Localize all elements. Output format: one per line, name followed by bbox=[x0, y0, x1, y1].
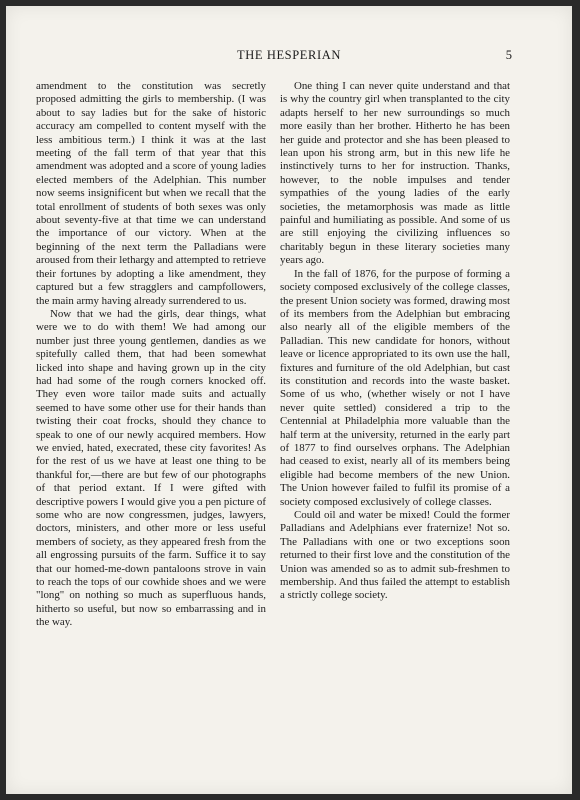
paragraph: In the fall of 1876, for the purpose of forming a society composed exclusively of the college classes, the present Union society was formed, drawing most of its members from the Adelphian but embracing also nearly all of the eligible members of the Palladian. This new candidate for honors, without leave or licence appropriated to its own use the hall, fixtures and furniture of the old Adelphian, but cast its constitution and records into the waste basket. Some of us who, (whether wisely or not I have never quite settled) considered a trip to the Centennial at Philadelphia more valuable than the half term at the university, returned in the early part of 1877 to find ourselves orphans. The Adelphian had ceased to exist, nearly all of its members being eligible had become members of the new Union. The Union however failed to fulfil its promise of a society composed exclusively of college classes. bbox=[280, 267, 510, 508]
right-column bbox=[280, 80, 510, 603]
page-number: 5 bbox=[505, 48, 512, 62]
paragraph: Now that we had the girls, dear things, what were we to do with them! We had among our number just three young gentlemen, dandies as we spitefully called them, that had been somewhat licked into shape and having grown up in the city had had some of the rough corners knocked off. They even wore tailor made suits and actually seemed to have some other use for their hands than twisting their coat frocks, should they chance to speak to one of our newly acquired members. How we envied, hated, execrated, these city favorites! As for the rest of us we have at least one thing to be thankful for,—there are but few of our photographs of that period extant. If I were gifted with descriptive powers I would give you a pen picture of some who are now congressmen, judges, lawyers, doctors, ministers, and other more or less useful members of society, as they appeared fresh from the all engrossing pursuits of the farm. Suffice it to say that our homed-me-down pantaloons strove in vain to reach the tops of our cowhide shoes and we were "long" on nothing so much as superfluous hands, hitherto so useful, but now so embarrassing and in the way. bbox=[36, 307, 266, 629]
page-header bbox=[6, 48, 572, 68]
paragraph: amendment to the constitution was secretly proposed admitting the girls to membership. (I was about to say ladies but for the sake of historic accuracy am compelled to content myself with the less ambitious term.) I think it was at the last meeting of the fall term of that year that this amendment was adopted and a score of young ladies elected members of the Adelphian. This number now seems insignificent but when we recall that the total enrollment of students of both sexes was only about seventy-five at that time we can understand the importance of our victory. When at the beginning of the next term the Palladians were aroused from their lethargy and attempted to retrieve their fortunes by adopting a like amendment, they captured but a few stragglers and campfollowers, the main army having already surrendered to us. bbox=[36, 80, 266, 307]
paragraph: One thing I can never quite understand and that is why the country girl when transplanted to the city adapts herself to her new surroundings so much more easily than her brother. Hitherto he has been her guide and protector and she has been pleased to lean upon his strong arm, but in this new life he instinctively turns to her for instruction. Thanks, however, to the noble impulses and tender sympathies of the young ladies of the early societies, the metamorphosis was made as little painful and humiliating as possible. And some of us are still enjoying the civilizing influences so charitably begun in these literary societies many years ago. bbox=[280, 80, 510, 267]
running-title: THE HESPERIAN bbox=[237, 48, 341, 62]
paragraph: Could oil and water be mixed! Could the former Palladians and Adelphians ever fraternize! Not so. The Palladians with one or two exceptions soon returned to their first love and the constitution of the Union was amended so as to admit sub-freshmen to membership. And thus failed the attempt to establish a strictly college society. bbox=[280, 509, 510, 602]
document-page bbox=[6, 6, 572, 794]
left-column bbox=[36, 80, 266, 630]
